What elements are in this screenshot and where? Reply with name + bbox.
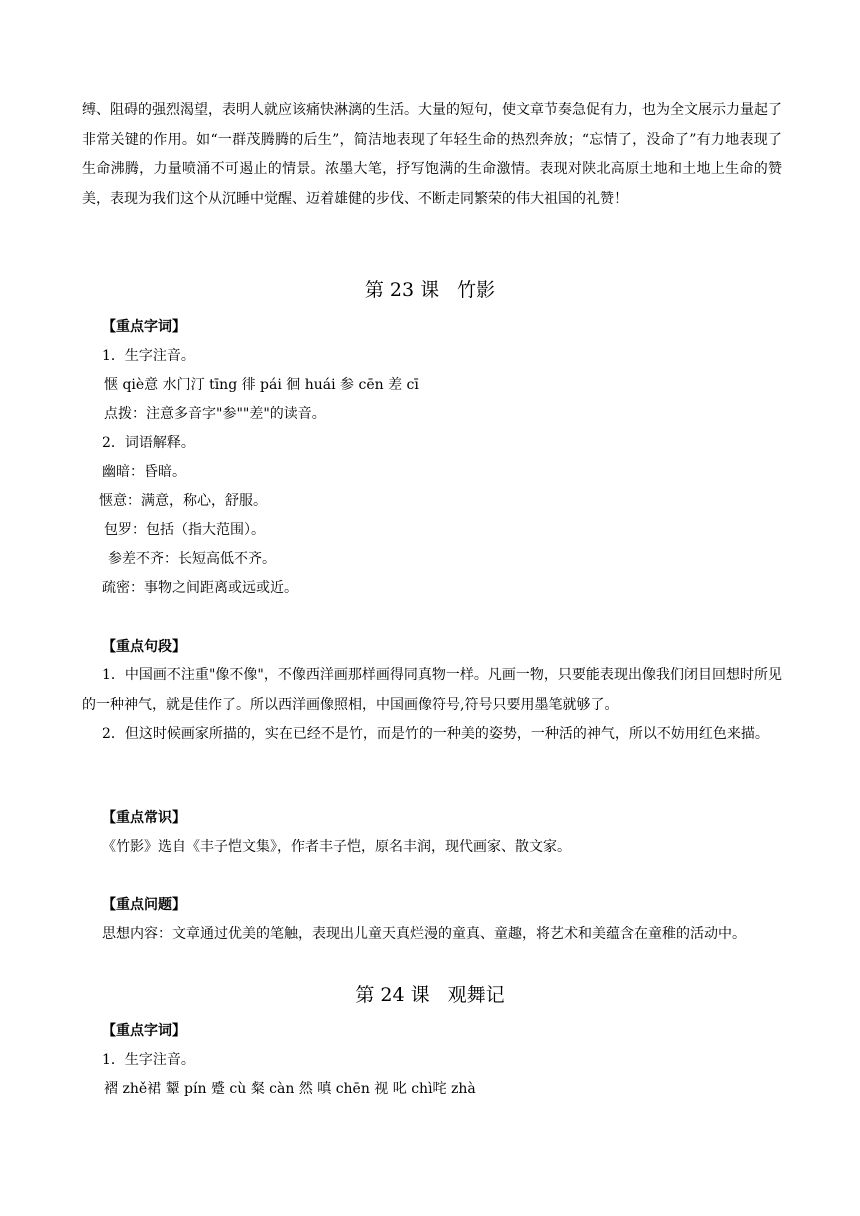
lesson-23-definition-2: 惬意：满意，称心，舒服。 (99, 493, 267, 509)
lesson-24-item-1: 1．生字注音。 (102, 1052, 195, 1068)
lesson-24-key-words-heading: 【重点字词】 (102, 1023, 186, 1039)
lesson-23-question: 思想内容：文章通过优美的笔触，表现出儿童天真烂漫的童真、童趣，将艺术和美蕴含在童稚的活动中。 (102, 926, 746, 942)
lesson-23-key-knowledge-heading: 【重点常识】 (102, 810, 186, 826)
lesson-23-definition-1: 幽暗：昏暗。 (102, 464, 186, 480)
lesson-23-tip: 点拨：注意多音字"参""差"的读音。 (104, 406, 326, 422)
lesson-23-key-words-heading: 【重点字词】 (102, 319, 186, 335)
lesson-23-item-1: 1．生字注音。 (102, 348, 195, 364)
lesson-23-key-questions-heading: 【重点问题】 (102, 897, 186, 913)
lesson-23-pinyin-line: 惬 qiè意 水门汀 tīng 徘 pái 徊 huái 参 cēn 差 cī (104, 377, 419, 393)
lesson-23-key-sentences-heading: 【重点句段】 (102, 639, 186, 655)
lesson-23-definition-4: 参差不齐：长短高低不齐。 (108, 551, 276, 567)
lesson-23-definition-5: 疏密：事物之间距离或远或近。 (102, 580, 298, 596)
lesson-23-knowledge: 《竹影》选自《丰子恺文集》，作者丰子恺，原名丰润，现代画家、散文家。 (102, 839, 571, 855)
intro-paragraph: 缚、阻碍的强烈渴望，表明人就应该痛快淋漓的生活。大量的短句，使文章节奏急促有力，也为全文展示力量起了非常关键的作用。如“一群茂腾腾的后生”，简洁地表现了年轻生命的热烈奔放；“忘情了，没命了”有力地表现了生命沸腾，力量喷涌不可遏止的情景。浓墨大笔，抒写饱满的生命激情。表现对陕北高原土地和土地上生命的赞美，表现为我们这个从沉睡中觉醒、迈着雄健的步伐、不断走同繁荣的伟大祖国的礼赞！ (82, 102, 782, 207)
lesson-23-title: 第 23 课 竹影 (364, 279, 496, 301)
lesson-23-sentence-2: 2．但这时候画家所描的，实在已经不是竹，而是竹的一种美的姿势，一种活的神气，所以不妨用红色来描。 (102, 726, 769, 742)
lesson-23-item-2: 2．词语解释。 (102, 435, 195, 451)
lesson-23-sentence-1: 1．中国画不注重"像不像"，不像西洋画那样画得同真物一样。凡画一物，只要能表现出像我们闭目回想时所见的一种神气，就是佳作了。所以西洋画像照相，中国画像符号,符号只要用墨笔就够了。 (82, 667, 782, 713)
lesson-24-title: 第 24 课 观舞记 (355, 984, 505, 1006)
lesson-23-definition-3: 包罗：包括（指大范围）。 (104, 522, 265, 538)
lesson-24-pinyin-line: 褶 zhě裙 颦 pín 蹙 cù 粲 càn 然 嗔 chēn 视 叱 chì咤 zhà (104, 1081, 476, 1097)
